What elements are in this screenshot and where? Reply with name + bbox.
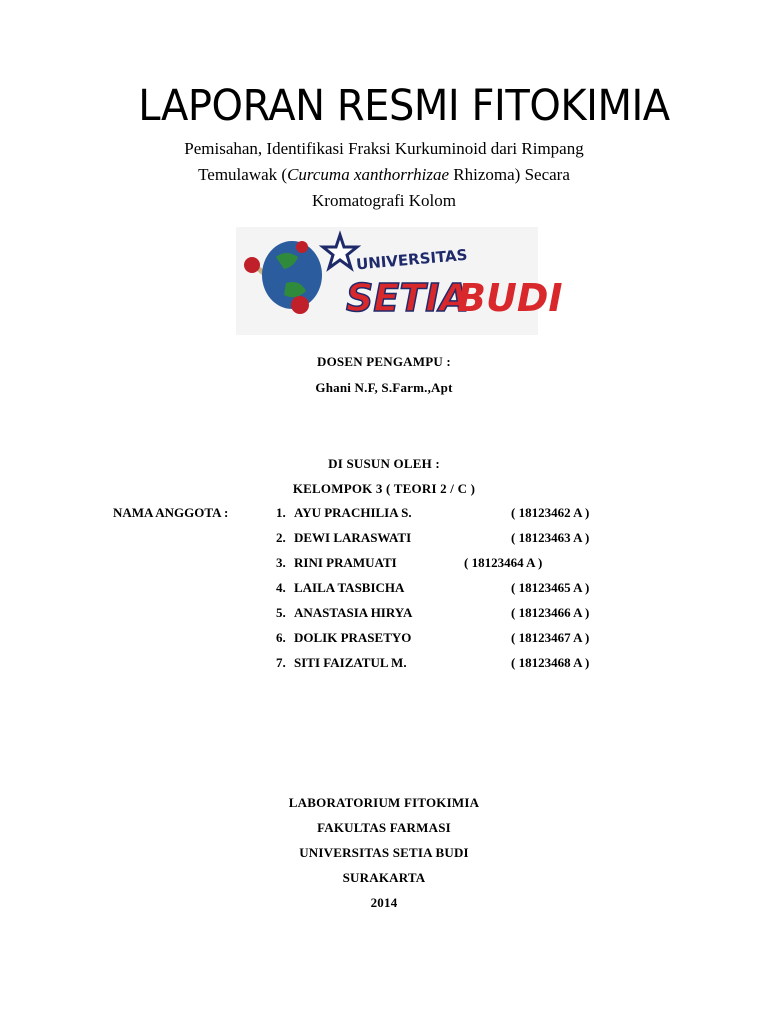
member-id: ( 18123464 A ) xyxy=(464,555,543,570)
logo-word-setia: SETIA xyxy=(346,276,469,320)
member-id: ( 18123467 A ) xyxy=(511,630,590,645)
report-subtitle xyxy=(0,136,768,214)
footer-city: SURAKARTA xyxy=(342,870,426,885)
member-number: 4. xyxy=(276,580,286,595)
member-id: ( 18123465 A ) xyxy=(511,580,590,595)
member-number: 1. xyxy=(276,505,286,520)
subtitle-line-3: Kromatografi Kolom xyxy=(312,191,456,210)
member-name: ANASTASIA HIRYA xyxy=(294,605,413,620)
member-number: 7. xyxy=(276,655,286,670)
member-id: ( 18123466 A ) xyxy=(511,605,590,620)
subtitle-line-1: Pemisahan, Identifikasi Fraksi Kurkuminoid dari Rimpang xyxy=(184,139,584,158)
atom-icon xyxy=(291,296,309,314)
member-number: 6. xyxy=(276,630,286,645)
subtitle-line-2-prefix: Temulawak ( xyxy=(198,165,288,184)
member-name: LAILA TASBICHA xyxy=(294,580,405,595)
member-number: 5. xyxy=(276,605,286,620)
globe-icon xyxy=(262,241,322,309)
logo-top-text: UNIVERSITAS xyxy=(355,245,469,274)
member-id: ( 18123462 A ) xyxy=(511,505,590,520)
lecturer-label: DOSEN PENGAMPU : xyxy=(317,354,451,369)
group-label: KELOMPOK 3 ( TEORI 2 / C ) xyxy=(292,481,476,496)
atom-icon xyxy=(244,257,260,273)
footer-university: UNIVERSITAS SETIA BUDI xyxy=(299,845,469,860)
members-label: NAMA ANGGOTA : xyxy=(113,505,229,520)
footer-year: 2014 xyxy=(370,895,398,910)
university-logo xyxy=(236,227,563,335)
member-name: AYU PRACHILIA S. xyxy=(294,505,412,520)
member-id: ( 18123468 A ) xyxy=(511,655,590,670)
subtitle-line-2 xyxy=(0,162,768,188)
atom-icon xyxy=(296,241,308,253)
member-number: 2. xyxy=(276,530,286,545)
member-name: SITI FAIZATUL M. xyxy=(294,655,407,670)
footer-faculty: FAKULTAS FARMASI xyxy=(317,820,451,835)
member-name: RINI PRAMUATI xyxy=(294,555,397,570)
logo-word-budi: BUDI xyxy=(457,276,563,320)
member-name: DOLIK PRASETYO xyxy=(294,630,412,645)
member-id: ( 18123463 A ) xyxy=(511,530,590,545)
member-number: 3. xyxy=(276,555,286,570)
subtitle-line-2-suffix: Rhizoma) Secara xyxy=(449,165,570,184)
lecturer-name: Ghani N.F, S.Farm.,Apt xyxy=(315,380,453,395)
member-name: DEWI LARASWATI xyxy=(294,530,412,545)
species-name: Curcuma xanthorrhizae xyxy=(287,165,450,184)
compiled-by-label: DI SUSUN OLEH : xyxy=(328,456,440,471)
report-title: LAPORAN RESMI FITOKIMIA xyxy=(138,81,670,131)
footer-lab: LABORATORIUM FITOKIMIA xyxy=(288,795,480,810)
